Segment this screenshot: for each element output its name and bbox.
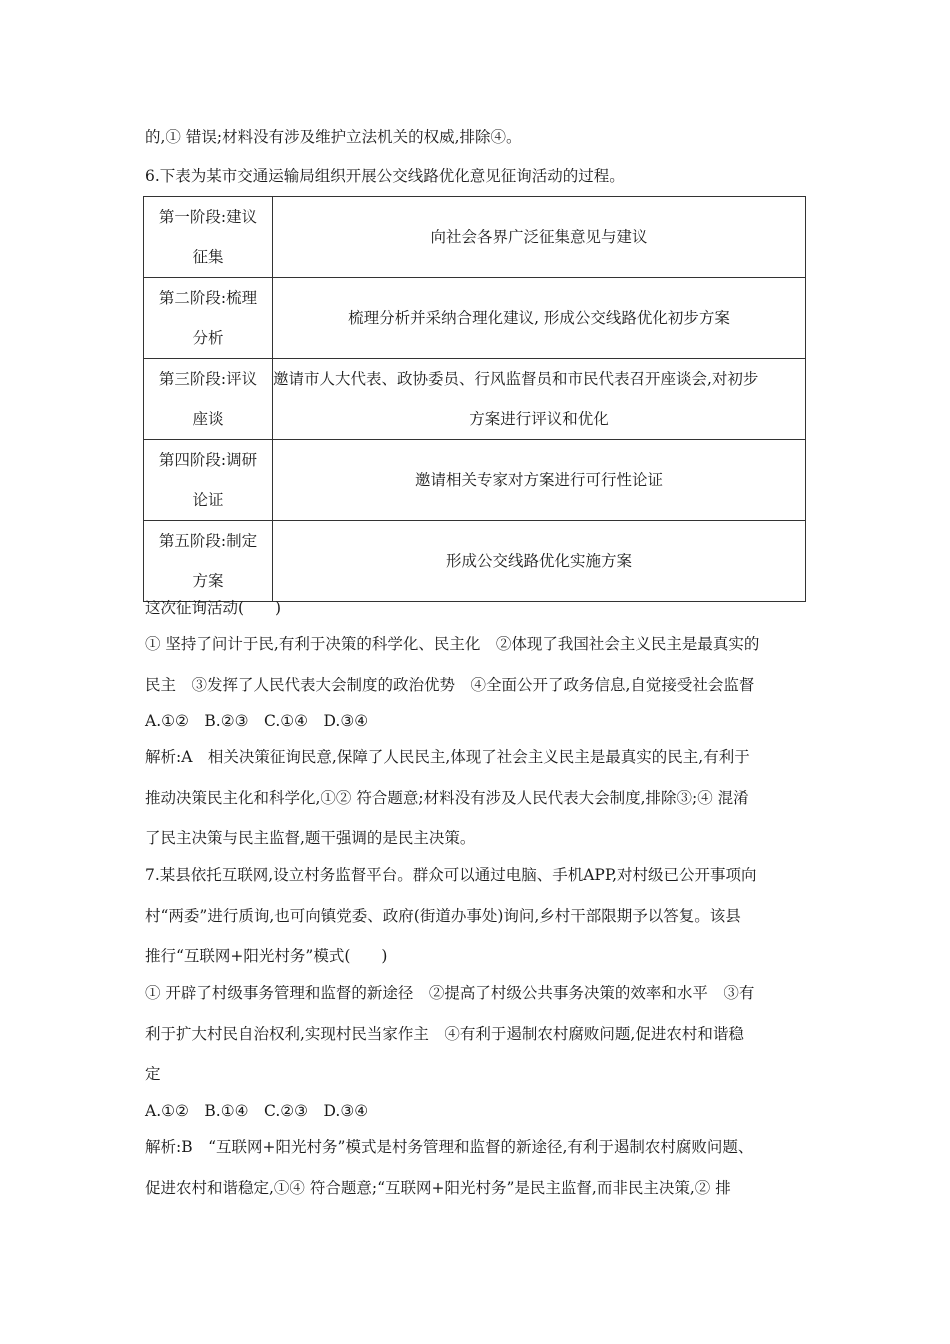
options-line: 定	[145, 1065, 161, 1083]
description-line: 邀请市人大代表、政协委员、行风监督员和市民代表召开座谈会,对初步	[273, 370, 759, 388]
answer-choices: A.①② B.②③ C.①④ D.③④	[145, 712, 369, 730]
table-row	[144, 278, 806, 359]
table-row	[144, 521, 806, 602]
stage-label: 第一阶段:建议	[158, 208, 258, 226]
stage-description: 向社会各界广泛征集意见与建议	[273, 197, 806, 278]
question-7-stem: 村“两委”进行质询,也可向镇党委、政府(街道办事处)询问,乡村干部限期予以答复。该县	[145, 907, 741, 925]
stage-description: 形成公交线路优化实施方案	[273, 521, 806, 602]
stage-cell	[144, 278, 273, 359]
question-7-stem: 7.某县依托互联网,设立村务监督平台。群众可以通过电脑、手机APP,对村级已公开事项向	[145, 866, 757, 884]
stage-label: 论证	[192, 491, 224, 509]
stage-description: 邀请相关专家对方案进行可行性论证	[273, 440, 806, 521]
analysis-line: 了民主决策与民主监督,题干强调的是民主决策。	[145, 829, 476, 847]
analysis-line: 促进农村和谐稳定,①④ 符合题意;“互联网+阳光村务”是民主监督,而非民主决策,② 排	[145, 1179, 731, 1197]
options-line: ① 开辟了村级事务管理和监督的新途径 ②提高了村级公共事务决策的效率和水平 ③有	[145, 984, 755, 1002]
stage-cell	[144, 359, 273, 440]
stage-label: 座谈	[192, 410, 224, 428]
description-line: 方案进行评议和优化	[469, 410, 609, 428]
stage-label: 方案	[192, 572, 224, 590]
stage-label: 分析	[192, 329, 224, 347]
table-row	[144, 359, 806, 440]
options-line: 利于扩大村民自治权利,实现村民当家作主 ④有利于遏制农村腐败问题,促进农村和谐稳	[145, 1025, 744, 1043]
analysis-line: 解析:B “互联网+阳光村务”模式是村务管理和监督的新途径,有利于遏制农村腐败问题、	[145, 1138, 754, 1156]
stage-label: 第五阶段:制定	[158, 532, 258, 550]
stages-table	[143, 196, 806, 602]
stage-label: 第四阶段:调研	[158, 451, 258, 469]
stage-label: 第三阶段:评议	[158, 370, 258, 388]
stage-label: 第二阶段:梳理	[158, 289, 258, 307]
analysis-line: 解析:A 相关决策征询民意,保障了人民民主,体现了社会主义民主是最真实的民主,有利于	[145, 748, 750, 766]
stage-cell	[144, 197, 273, 278]
stage-description: 梳理分析并采纳合理化建议, 形成公交线路优化初步方案	[273, 278, 806, 359]
answer-choices: A.①② B.①④ C.②③ D.③④	[145, 1102, 369, 1120]
options-line: 民主 ③发挥了人民代表大会制度的政治优势 ④全面公开了政务信息,自觉接受社会监督	[145, 676, 755, 694]
question-6-stem: 6.下表为某市交通运输局组织开展公交线路优化意见征询活动的过程。	[145, 167, 625, 185]
table-row	[144, 197, 806, 278]
table-row	[144, 440, 806, 521]
stage-label: 征集	[192, 248, 224, 266]
options-line: ① 坚持了问计于民,有利于决策的科学化、民主化 ②体现了我国社会主义民主是最真实的	[145, 635, 760, 653]
analysis-line: 推动决策民主化和科学化,①② 符合题意;材料没有涉及人民代表大会制度,排除③;④ 混淆	[145, 789, 749, 807]
question-7-stem: 推行“互联网+阳光村务”模式( )	[145, 947, 388, 965]
stage-cell	[144, 440, 273, 521]
stage-cell	[144, 521, 273, 602]
paragraph-line: 的,① 错误;材料没有涉及维护立法机关的权威,排除④。	[145, 128, 522, 146]
question-6-prompt: 这次征询活动( )	[145, 599, 282, 617]
stage-description	[273, 359, 806, 440]
